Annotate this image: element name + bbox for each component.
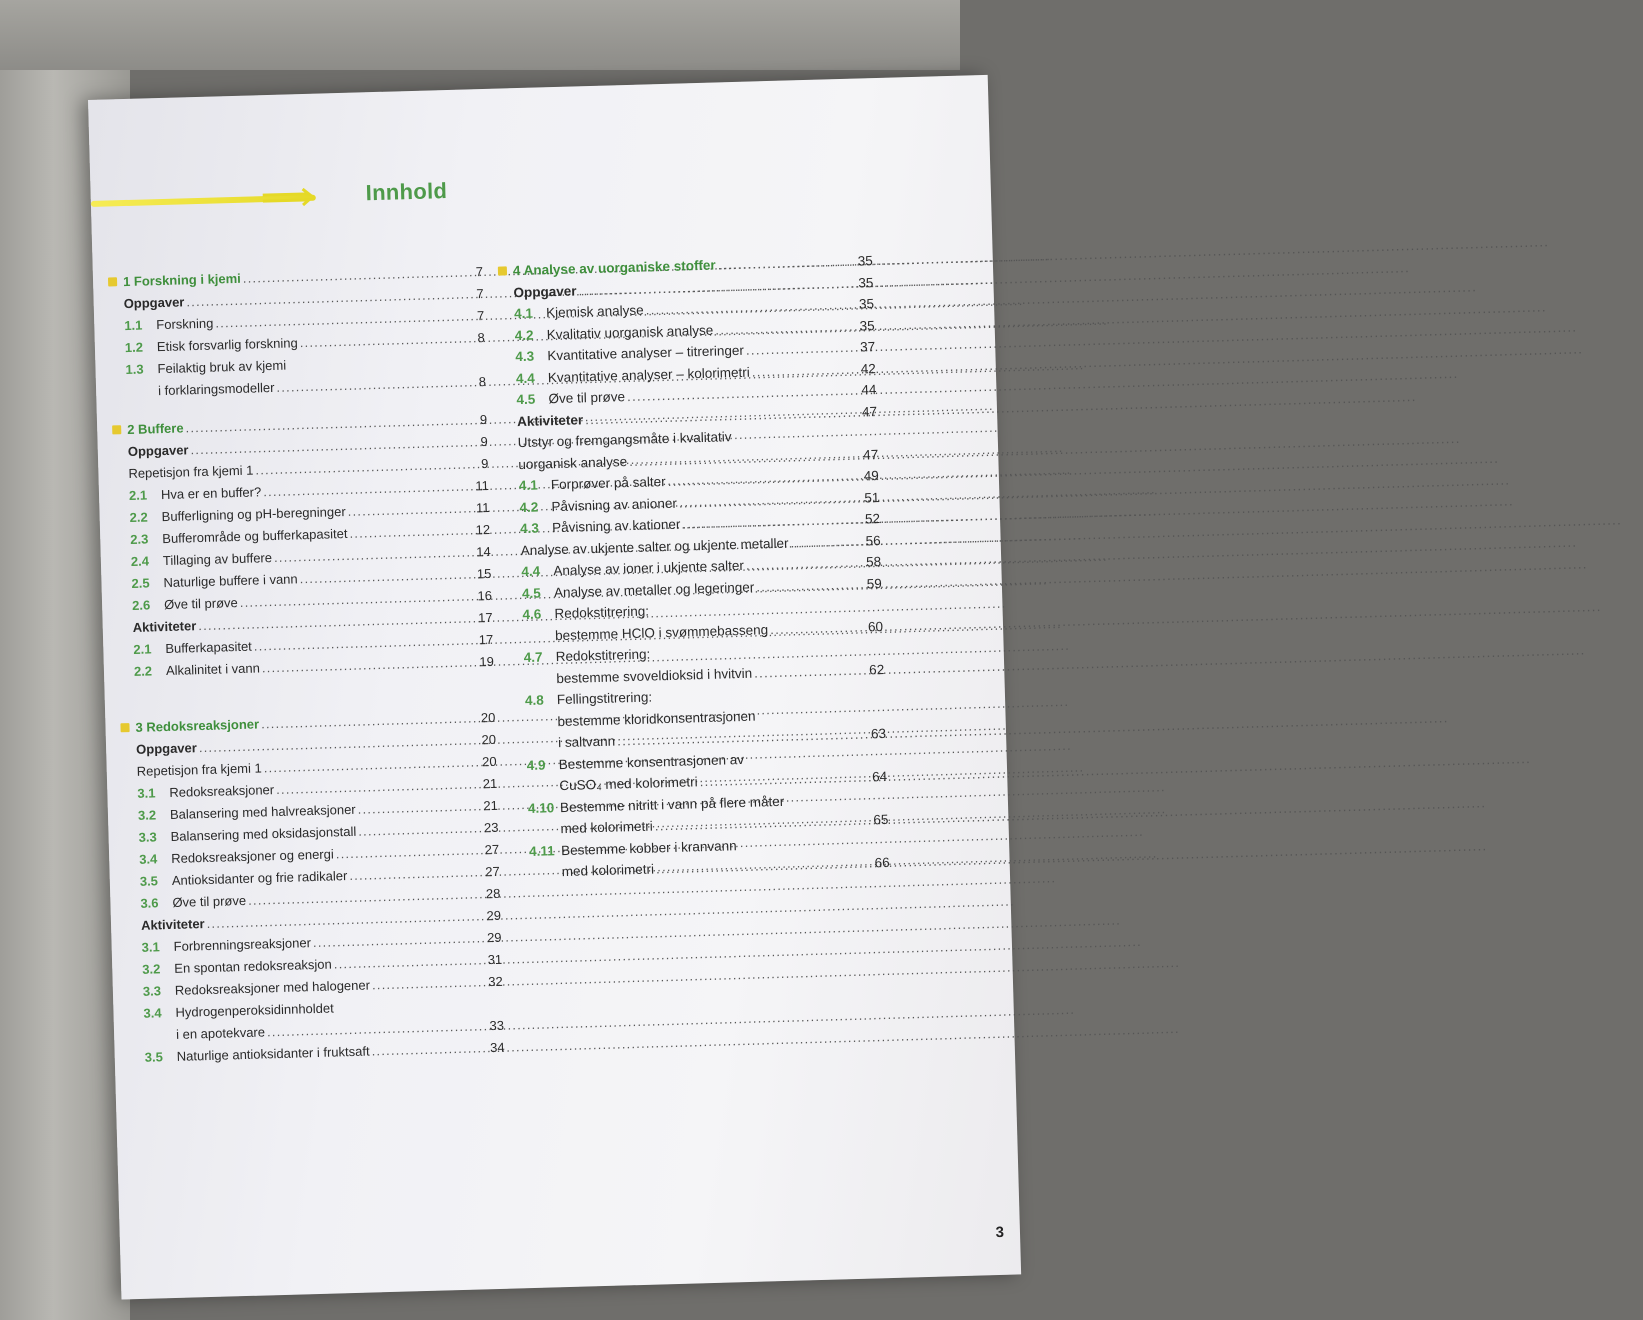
toc-entry-number: 4.7 bbox=[523, 649, 543, 666]
dot-leader bbox=[756, 576, 865, 594]
dot-leader bbox=[336, 842, 483, 861]
toc-entry-page: 27 bbox=[484, 841, 500, 858]
toc-entry-number: 3.6 bbox=[140, 895, 159, 911]
toc-entry-label: Bestemme nitritt i vann på flere måter bbox=[559, 793, 785, 815]
toc-entry-page: 16 bbox=[477, 587, 493, 604]
toc-entry-page: 52 bbox=[864, 511, 881, 527]
toc-entry-label: Tillaging av buffere bbox=[162, 550, 273, 569]
toc-entry-number: 2.3 bbox=[130, 531, 149, 547]
toc-entry-label: Hva er en buffer? bbox=[160, 484, 262, 503]
toc-entry-number: 4.4 bbox=[515, 370, 535, 386]
toc-entry-label: Oppgaver bbox=[127, 442, 189, 460]
toc-entry-label: Utstyr og fremgangsmåte i kvalitativ bbox=[517, 429, 732, 451]
dot-leader bbox=[357, 798, 481, 816]
toc-entry-label: Bestemme konsentrasjonen av bbox=[558, 751, 745, 772]
toc-entry-label: i en apotekvare bbox=[175, 1024, 266, 1042]
toc-entry-number: 3.5 bbox=[144, 1049, 164, 1065]
toc-entry-label: Balansering med halvreaksjoner bbox=[169, 801, 356, 822]
toc-entry-page: 29 bbox=[486, 929, 502, 946]
toc-entry-number: 3.4 bbox=[139, 851, 158, 867]
toc-entry-page: 56 bbox=[865, 532, 881, 548]
toc-entry-label: Naturlige antioksidanter i fruktsaft bbox=[176, 1043, 370, 1064]
toc-entry-page: 20 bbox=[481, 753, 497, 770]
dot-leader bbox=[372, 974, 487, 992]
toc-entry-number: 4.8 bbox=[524, 692, 544, 709]
toc-entry-label: Analyse av metaller og legeringer bbox=[553, 579, 755, 600]
toc-entry-page: 51 bbox=[864, 489, 880, 505]
toc-entry-number: 4.9 bbox=[526, 756, 546, 773]
toc-right-column bbox=[513, 253, 890, 886]
toc-entry-page: 47 bbox=[862, 446, 879, 462]
toc-entry-label: i saltvann bbox=[557, 733, 616, 751]
toc-entry-page: 37 bbox=[859, 339, 876, 355]
dot-leader bbox=[751, 361, 859, 379]
toc-entry-number: 3.4 bbox=[143, 1005, 162, 1021]
toc-entry-number: 4.1 bbox=[513, 305, 534, 322]
toc-entry-number: 2.2 bbox=[129, 509, 148, 525]
toc-entry-page: 21 bbox=[482, 775, 498, 792]
toc-entry-number: 2.4 bbox=[130, 553, 150, 569]
dot-leader bbox=[746, 555, 865, 573]
background-surface bbox=[0, 0, 960, 70]
toc-entry-label: Påvisning av kationer bbox=[551, 516, 681, 536]
toc-entry-page: 9 bbox=[479, 411, 488, 428]
toc-entry-page: 17 bbox=[477, 609, 493, 626]
toc-entry-number: 4.2 bbox=[519, 499, 539, 515]
toc-entry-label: Kvantitative analyser – titreringer bbox=[547, 342, 745, 364]
toc-entry-page: 32 bbox=[488, 973, 503, 990]
toc-entry-label: Alkalinitet i vann bbox=[165, 660, 261, 679]
dot-leader bbox=[349, 864, 483, 883]
toc-entry-number: 4.2 bbox=[514, 327, 534, 343]
dot-leader bbox=[349, 522, 474, 540]
toc-entry-page: 64 bbox=[871, 768, 888, 785]
toc-entry-page: 65 bbox=[873, 811, 889, 828]
toc-entry-page: 21 bbox=[483, 797, 499, 814]
toc-entry-label: Påvisning av anioner bbox=[551, 495, 678, 514]
toc-entry-page: 49 bbox=[863, 468, 880, 484]
toc-entry-page: 35 bbox=[857, 253, 874, 269]
toc-entry-number: 3.1 bbox=[141, 939, 160, 955]
toc-entry-label: Balansering med oksidasjonstall bbox=[170, 823, 357, 844]
toc-entry-page: 66 bbox=[874, 854, 890, 871]
toc-entry-label: Oppgaver bbox=[123, 294, 185, 312]
toc-entry-page: 34 bbox=[489, 1039, 505, 1056]
toc-entry-label: 1 Forskning i kjemi bbox=[122, 270, 242, 290]
toc-entry-number: 3.3 bbox=[138, 829, 157, 845]
toc-entry-label: Øve til prøve bbox=[172, 892, 247, 910]
toc-entry-number: 4.5 bbox=[521, 585, 541, 601]
toc-entry-number: 2.5 bbox=[131, 575, 150, 591]
toc-entry-label: En spontan redoksreaksjon bbox=[174, 956, 332, 976]
toc-entry-page: 47 bbox=[861, 403, 878, 420]
toc-entry-label: Aktiviteter bbox=[140, 916, 205, 933]
toc-entry-page: 17 bbox=[478, 631, 494, 648]
toc-left-column bbox=[123, 264, 505, 1072]
toc-page bbox=[88, 75, 1021, 1300]
toc-entry-label: Redokstitrering: bbox=[554, 603, 650, 622]
toc-entry-page: 58 bbox=[865, 554, 882, 570]
toc-entry-number: 1.3 bbox=[125, 361, 144, 378]
toc-entry-number: 4.11 bbox=[528, 842, 555, 859]
toc-entry-label: med kolorimetri bbox=[561, 861, 655, 880]
toc-entry-label: bestemme HClO i svømmebasseng bbox=[554, 621, 769, 643]
toc-entry-page: 11 bbox=[475, 499, 490, 516]
dot-leader bbox=[243, 264, 474, 285]
toc-entry-label: Kvalitativ uorganisk analyse bbox=[546, 322, 714, 342]
toc-entry-label: Antioksidanter og frie radikaler bbox=[171, 868, 348, 888]
toc-entry-label: Øve til prøve bbox=[163, 595, 238, 613]
toc-entry-label: Bufferområde og bufferkapasitet bbox=[162, 525, 348, 547]
toc-entry-number: 2.1 bbox=[128, 487, 148, 504]
toc-entry-page: 35 bbox=[858, 274, 874, 291]
toc-entry-label: Feilaktig bruk av kjemi bbox=[157, 357, 287, 377]
dot-leader bbox=[754, 662, 867, 680]
toc-entry-page: 31 bbox=[487, 951, 503, 968]
toc-entry-page: 9 bbox=[480, 455, 489, 472]
toc-entry-label: Forprøver på salter bbox=[550, 474, 666, 493]
toc-entry-page: 33 bbox=[489, 1017, 505, 1034]
toc-entry-page: 7 bbox=[475, 264, 484, 280]
toc-entry-label: Repetisjon fra kjemi 1 bbox=[136, 760, 262, 779]
toc-entry-label: 4 Analyse av uorganiske stoffer bbox=[512, 257, 716, 279]
toc-entry-label: Forbrenningsreaksjoner bbox=[173, 935, 312, 954]
toc-entry-label: Aktiviteter bbox=[132, 618, 197, 635]
dot-leader bbox=[371, 1040, 488, 1058]
toc-entry-number: 2.2 bbox=[133, 663, 153, 679]
toc-entry-number: 3.3 bbox=[142, 983, 162, 999]
toc-entry-page: 8 bbox=[478, 373, 487, 390]
dot-leader bbox=[334, 952, 486, 971]
toc-entry-label: Analyse av ioner i ukjente salter bbox=[553, 557, 745, 579]
toc-entry-label: uorganisk analyse bbox=[518, 453, 628, 472]
toc-entry-page: 7 bbox=[476, 308, 485, 324]
toc-entry-number: 4.1 bbox=[518, 477, 538, 494]
toc-entry-label: bestemme kloridkonsentrasjonen bbox=[557, 708, 756, 729]
toc-entry-label: 3 Redoksreaksjoner bbox=[135, 716, 260, 735]
toc-entry-label: Kvantitative analyser – kolorimetri bbox=[547, 364, 750, 385]
toc-entry-page: 7 bbox=[476, 286, 484, 302]
toc-entry-page: 20 bbox=[480, 709, 496, 726]
toc-entry-label: Forskning bbox=[156, 315, 214, 333]
toc-entry-page: 19 bbox=[479, 653, 495, 670]
dot-leader bbox=[770, 619, 866, 637]
toc-entry-label: Repetisjon fra kjemi 1 bbox=[128, 462, 254, 482]
toc-entry-label: CuSO₄ med kolorimetri bbox=[559, 774, 698, 794]
toc-entry-number: 1.1 bbox=[124, 317, 143, 334]
toc-entry-number: 2.1 bbox=[133, 641, 152, 657]
dot-leader bbox=[717, 254, 855, 273]
dot-leader bbox=[790, 533, 863, 550]
toc-entry-page: 63 bbox=[870, 725, 887, 742]
toc-entry-label: Fellingstitrering: bbox=[556, 689, 653, 708]
toc-entry-number: 3.1 bbox=[137, 785, 156, 801]
toc-entry-label: Redoksreaksjoner bbox=[169, 782, 275, 800]
toc-entry-number: 4.6 bbox=[522, 606, 542, 623]
toc-entry-number: 3.2 bbox=[142, 961, 161, 977]
toc-entry-page: 35 bbox=[858, 296, 875, 312]
toc-entry-page: 44 bbox=[861, 382, 877, 398]
toc-entry-label: Kjemisk analyse bbox=[545, 302, 644, 321]
toc-entry-label: Redoksreaksjoner og energi bbox=[171, 846, 334, 866]
toc-entry-label: Redoksreaksjoner med halogener bbox=[174, 977, 371, 998]
dot-leader bbox=[358, 820, 482, 838]
toc-entry-label: Oppgaver bbox=[135, 740, 198, 757]
toc-entry-number: 4.4 bbox=[521, 563, 541, 580]
toc-entry-label: Øve til prøve bbox=[548, 389, 626, 407]
page-number: 3 bbox=[995, 1223, 1005, 1242]
toc-entry-label: Aktiviteter bbox=[516, 411, 584, 429]
toc-entry-page: 8 bbox=[477, 330, 485, 346]
toc-entry-page: 12 bbox=[475, 521, 491, 538]
toc-entry-label: Oppgaver bbox=[513, 282, 577, 300]
toc-entry-page: 23 bbox=[483, 819, 499, 836]
toc-entry-number: 4.3 bbox=[519, 520, 540, 537]
toc-entry-label: 2 Buffere bbox=[127, 420, 184, 438]
toc-entry-label: bestemme svoveldioksid i hvitvin bbox=[556, 665, 753, 686]
dot-leader bbox=[746, 340, 859, 358]
toc-entry-label: Analyse av ukjente salter og ukjente metaller bbox=[520, 535, 789, 558]
toc-entry-page: 29 bbox=[486, 907, 502, 924]
toc-entry-label: Bufferkapasitet bbox=[165, 638, 253, 657]
toc-entry-page: 28 bbox=[485, 885, 501, 902]
toc-entry-number: 1.2 bbox=[124, 339, 144, 356]
toc-entry-label: Naturlige buffere i vann bbox=[163, 571, 298, 591]
toc-entry-page: 11 bbox=[475, 477, 490, 494]
dot-leader bbox=[715, 318, 858, 337]
toc-entry-number: 4.10 bbox=[527, 799, 555, 816]
toc-entry-number: 2.6 bbox=[131, 597, 151, 613]
toc-entry-number: 3.2 bbox=[137, 807, 157, 823]
toc-entry-page: 62 bbox=[868, 661, 885, 677]
double-arrow-icon bbox=[261, 186, 322, 210]
toc-entry-number: 4.3 bbox=[515, 348, 535, 365]
toc-entry-page: 15 bbox=[476, 565, 492, 582]
toc-entry-page: 59 bbox=[866, 575, 883, 591]
toc-entry-label: Bestemme kobber i kranvann bbox=[560, 837, 737, 858]
toc-entry-page: 20 bbox=[481, 731, 497, 748]
toc-entry-label: Etisk forsvarlig forskning bbox=[156, 335, 298, 355]
toc-entry-page: 9 bbox=[480, 433, 488, 450]
toc-entry-number: 3.5 bbox=[139, 873, 159, 889]
toc-entry-number: 4.5 bbox=[516, 391, 536, 408]
dot-leader bbox=[347, 500, 474, 519]
toc-entry-label: Bufferligning og pH-beregninger bbox=[161, 503, 346, 525]
toc-entry-page: 27 bbox=[485, 863, 500, 880]
toc-entry-label: Hydrogenperoksidinnholdet bbox=[175, 1000, 334, 1020]
toc-entry-page: 35 bbox=[859, 317, 875, 334]
toc-entry-label: i forklaringsmodeller bbox=[157, 379, 275, 399]
toc-entry-page: 60 bbox=[867, 618, 884, 634]
toc-entry-label: med kolorimetri bbox=[560, 818, 653, 837]
toc-entry-label: Redokstitrering: bbox=[555, 646, 651, 665]
toc-entry-page: 42 bbox=[860, 360, 877, 377]
toc-entry-page: 14 bbox=[476, 543, 491, 560]
page-title: Innhold bbox=[365, 178, 448, 206]
